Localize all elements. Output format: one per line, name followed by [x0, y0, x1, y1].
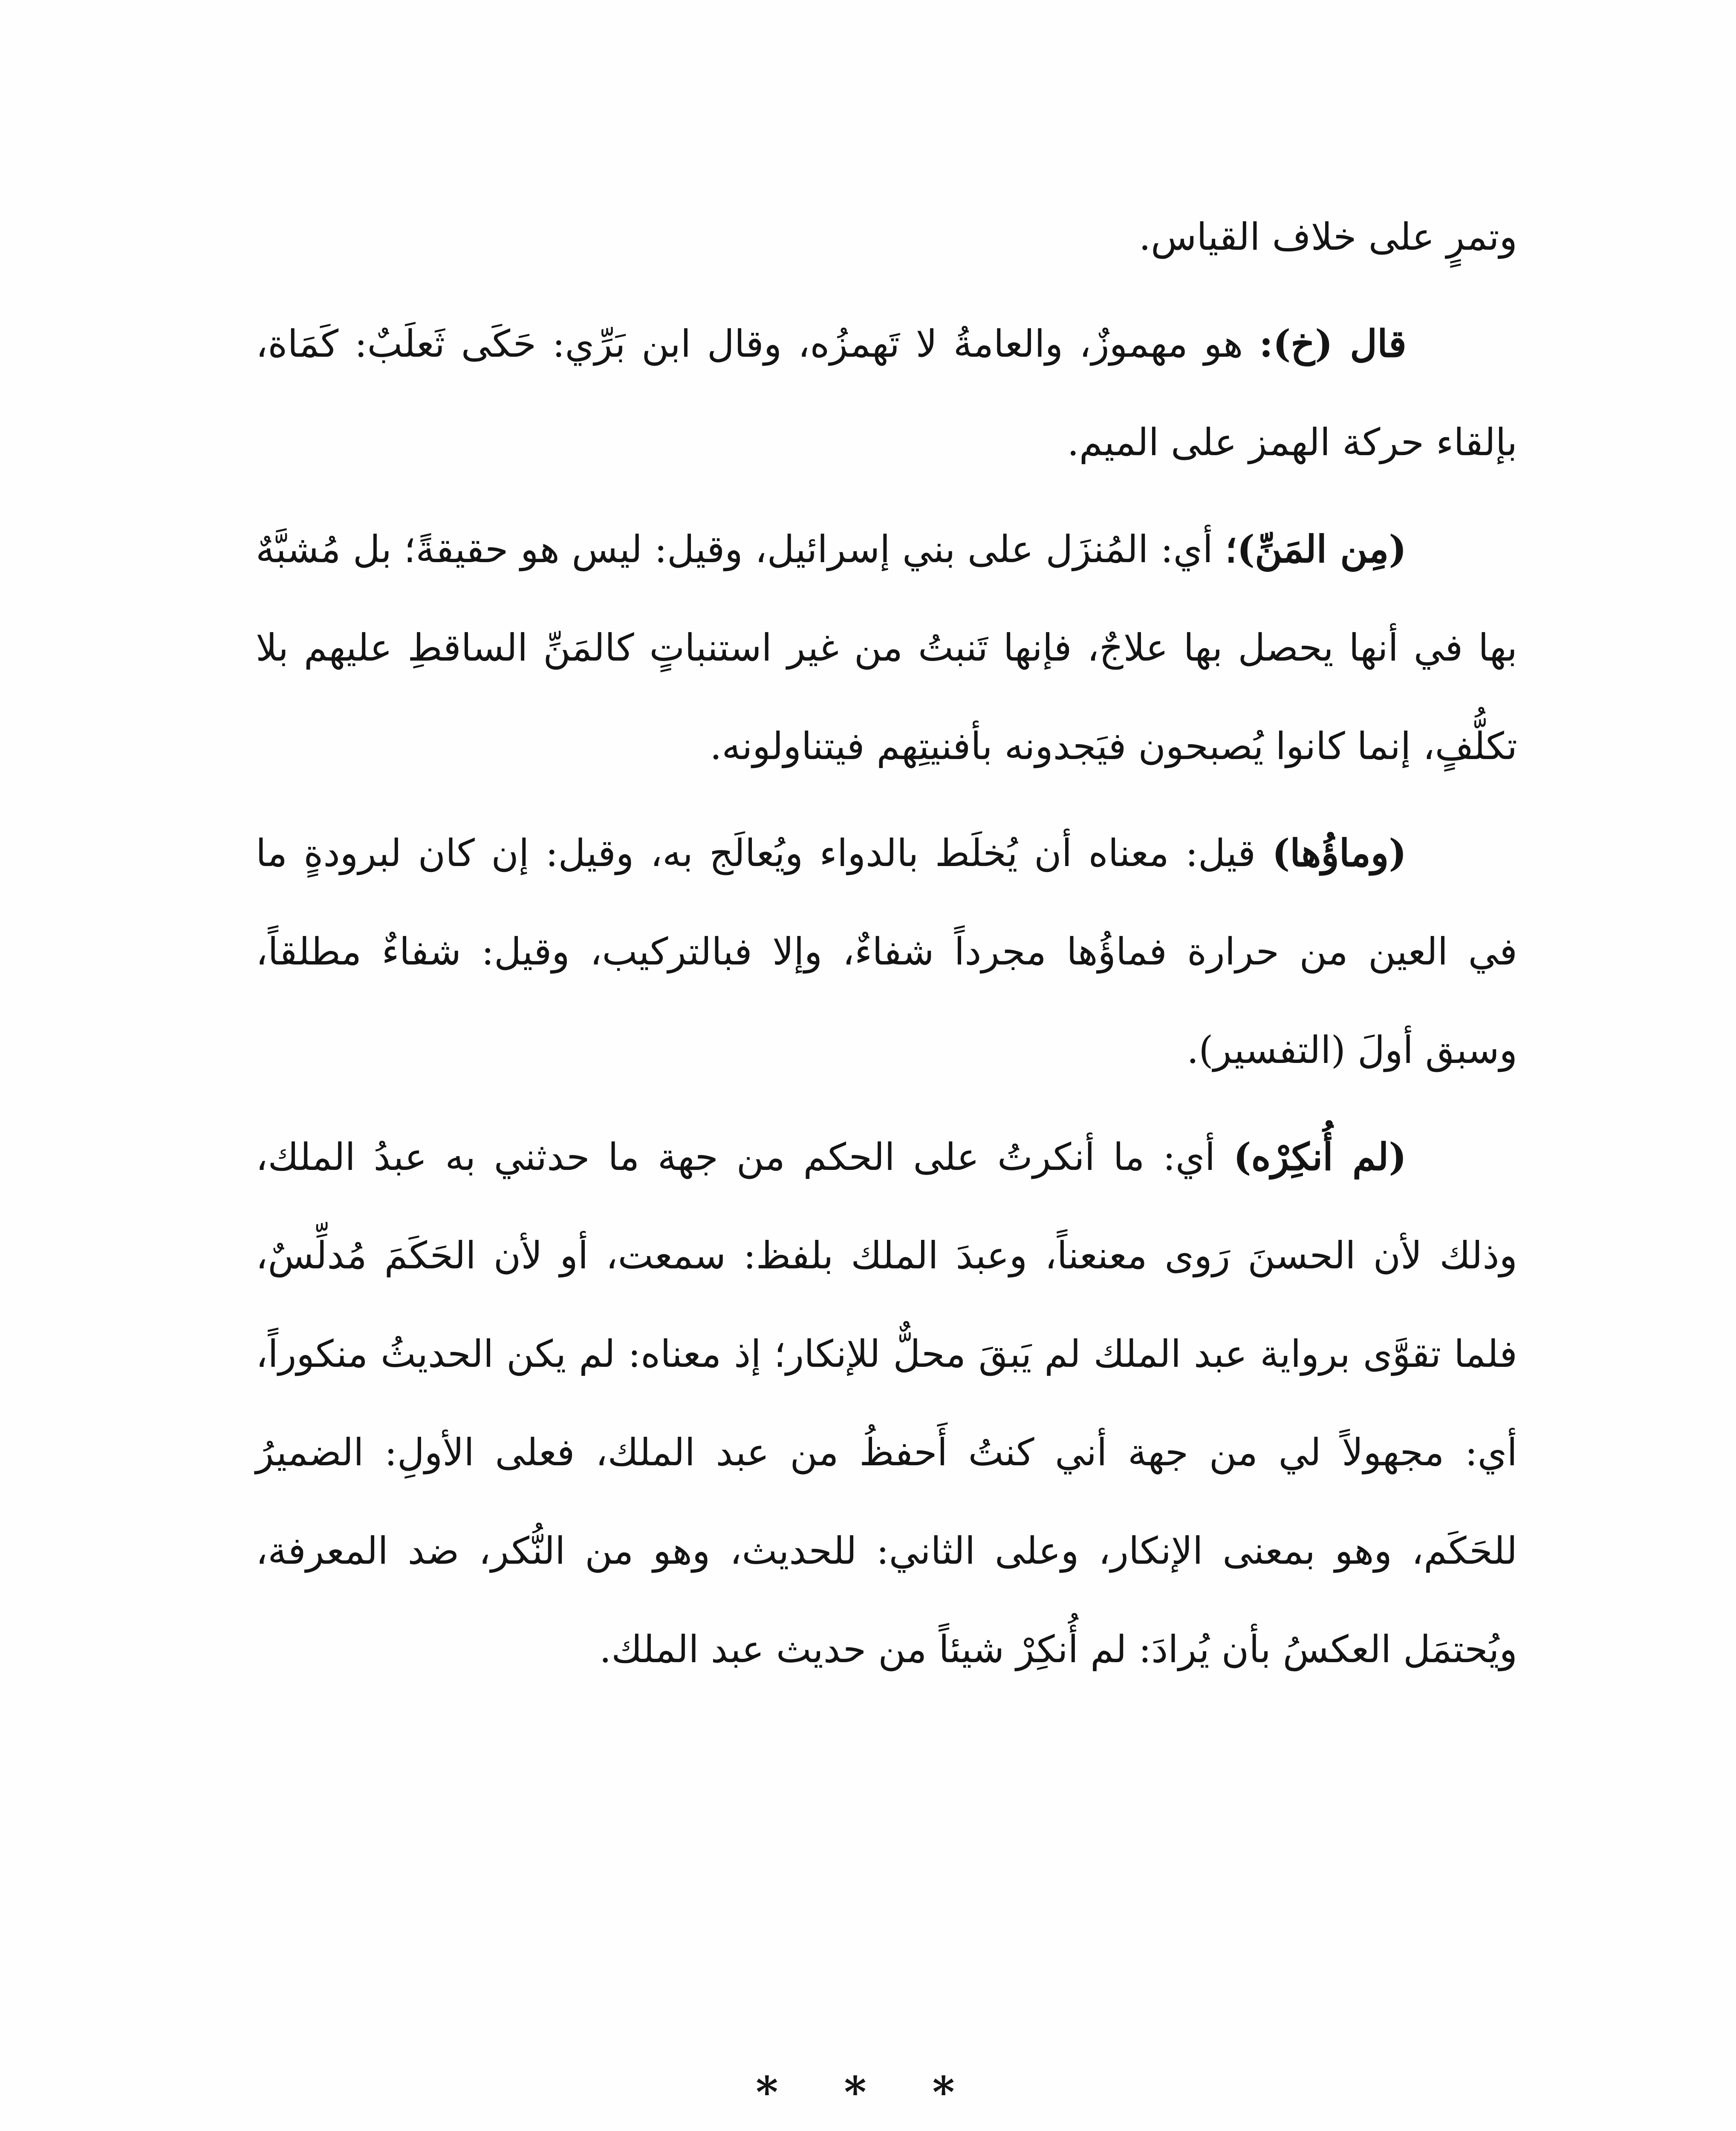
paragraph-lam-unkirhu: [256, 1108, 1517, 1698]
main-text-block: [256, 188, 1517, 1707]
paragraph-lemma: (لم أُنكِرْه): [1233, 1135, 1407, 1179]
section-separator: * * *: [756, 2067, 980, 2117]
paragraph-qal-kh: [256, 295, 1517, 491]
paragraph-lemma: (وماؤُها): [1272, 831, 1407, 875]
paragraph-min-al-mann: [256, 500, 1517, 795]
paragraph-text: وتمرٍ على خلاف القياس.: [1139, 215, 1517, 259]
paragraph-text: قيل: معناه أن يُخلَط بالدواء ويُعالَج به، وقيل: إن كان لبرودةٍ ما في العين من حرارة فماؤُها مجرداً شفاءٌ، وإلا فبالتركيب، وقيل: شفاءٌ مطلقاً، وسبق أولَ (التفسير).: [256, 831, 1517, 1072]
paragraph-text: هو مهموزٌ، والعامةُ لا تَهمزُه، وقال ابن بَرِّي: حَكَى ثَعلَبٌ: كَمَاة، بإلقاء حركة الهمز على الميم.: [256, 322, 1517, 464]
paragraph-lemma: (مِن المَنِّ)؛: [1225, 527, 1407, 571]
paragraph-continuation: [256, 188, 1517, 286]
paragraph-wa-maauha: [256, 804, 1517, 1099]
paragraph-lemma: قال (خ):: [1259, 321, 1407, 366]
paragraph-text: أي: المُنزَل على بني إسرائيل، وقيل: ليس هو حقيقةً؛ بل مُشبَّهٌ بها في أنها يحصل بها علاجٌ، فإنها تَنبتُ من غير استنباتٍ كالمَنِّ الساقطِ عليهم بلا تكلُّفٍ، إنما كانوا يُصبحون فيَجدونه بأفنيتِهم فيتناولونه.: [256, 527, 1517, 768]
paragraph-text: أي: ما أنكرتُ على الحكم من جهة ما حدثني به عبدُ الملك، وذلك لأن الحسنَ رَوى معنعناً، وعبدَ الملك بلفظ: سمعت، أو لأن الحَكَمَ مُدلِّسٌ، فلما تقوَّى برواية عبد الملك لم يَبقَ محلٌّ للإنكار؛ إذ معناه: لم يكن الحديثُ منكوراً، أي: مجهولاً لي من جهة أني كنتُ أَحفظُ من عبد الملك، فعلى الأولِ: الضميرُ للحَكَم، وهو بمعنى الإنكار، وعلى الثاني: للحديث، وهو من النُّكر، ضد المعرفة، ويُحتمَل العكسُ بأن يُرادَ: لم أُنكِرْ شيئاً من حديث عبد الملك.: [256, 1135, 1518, 1671]
